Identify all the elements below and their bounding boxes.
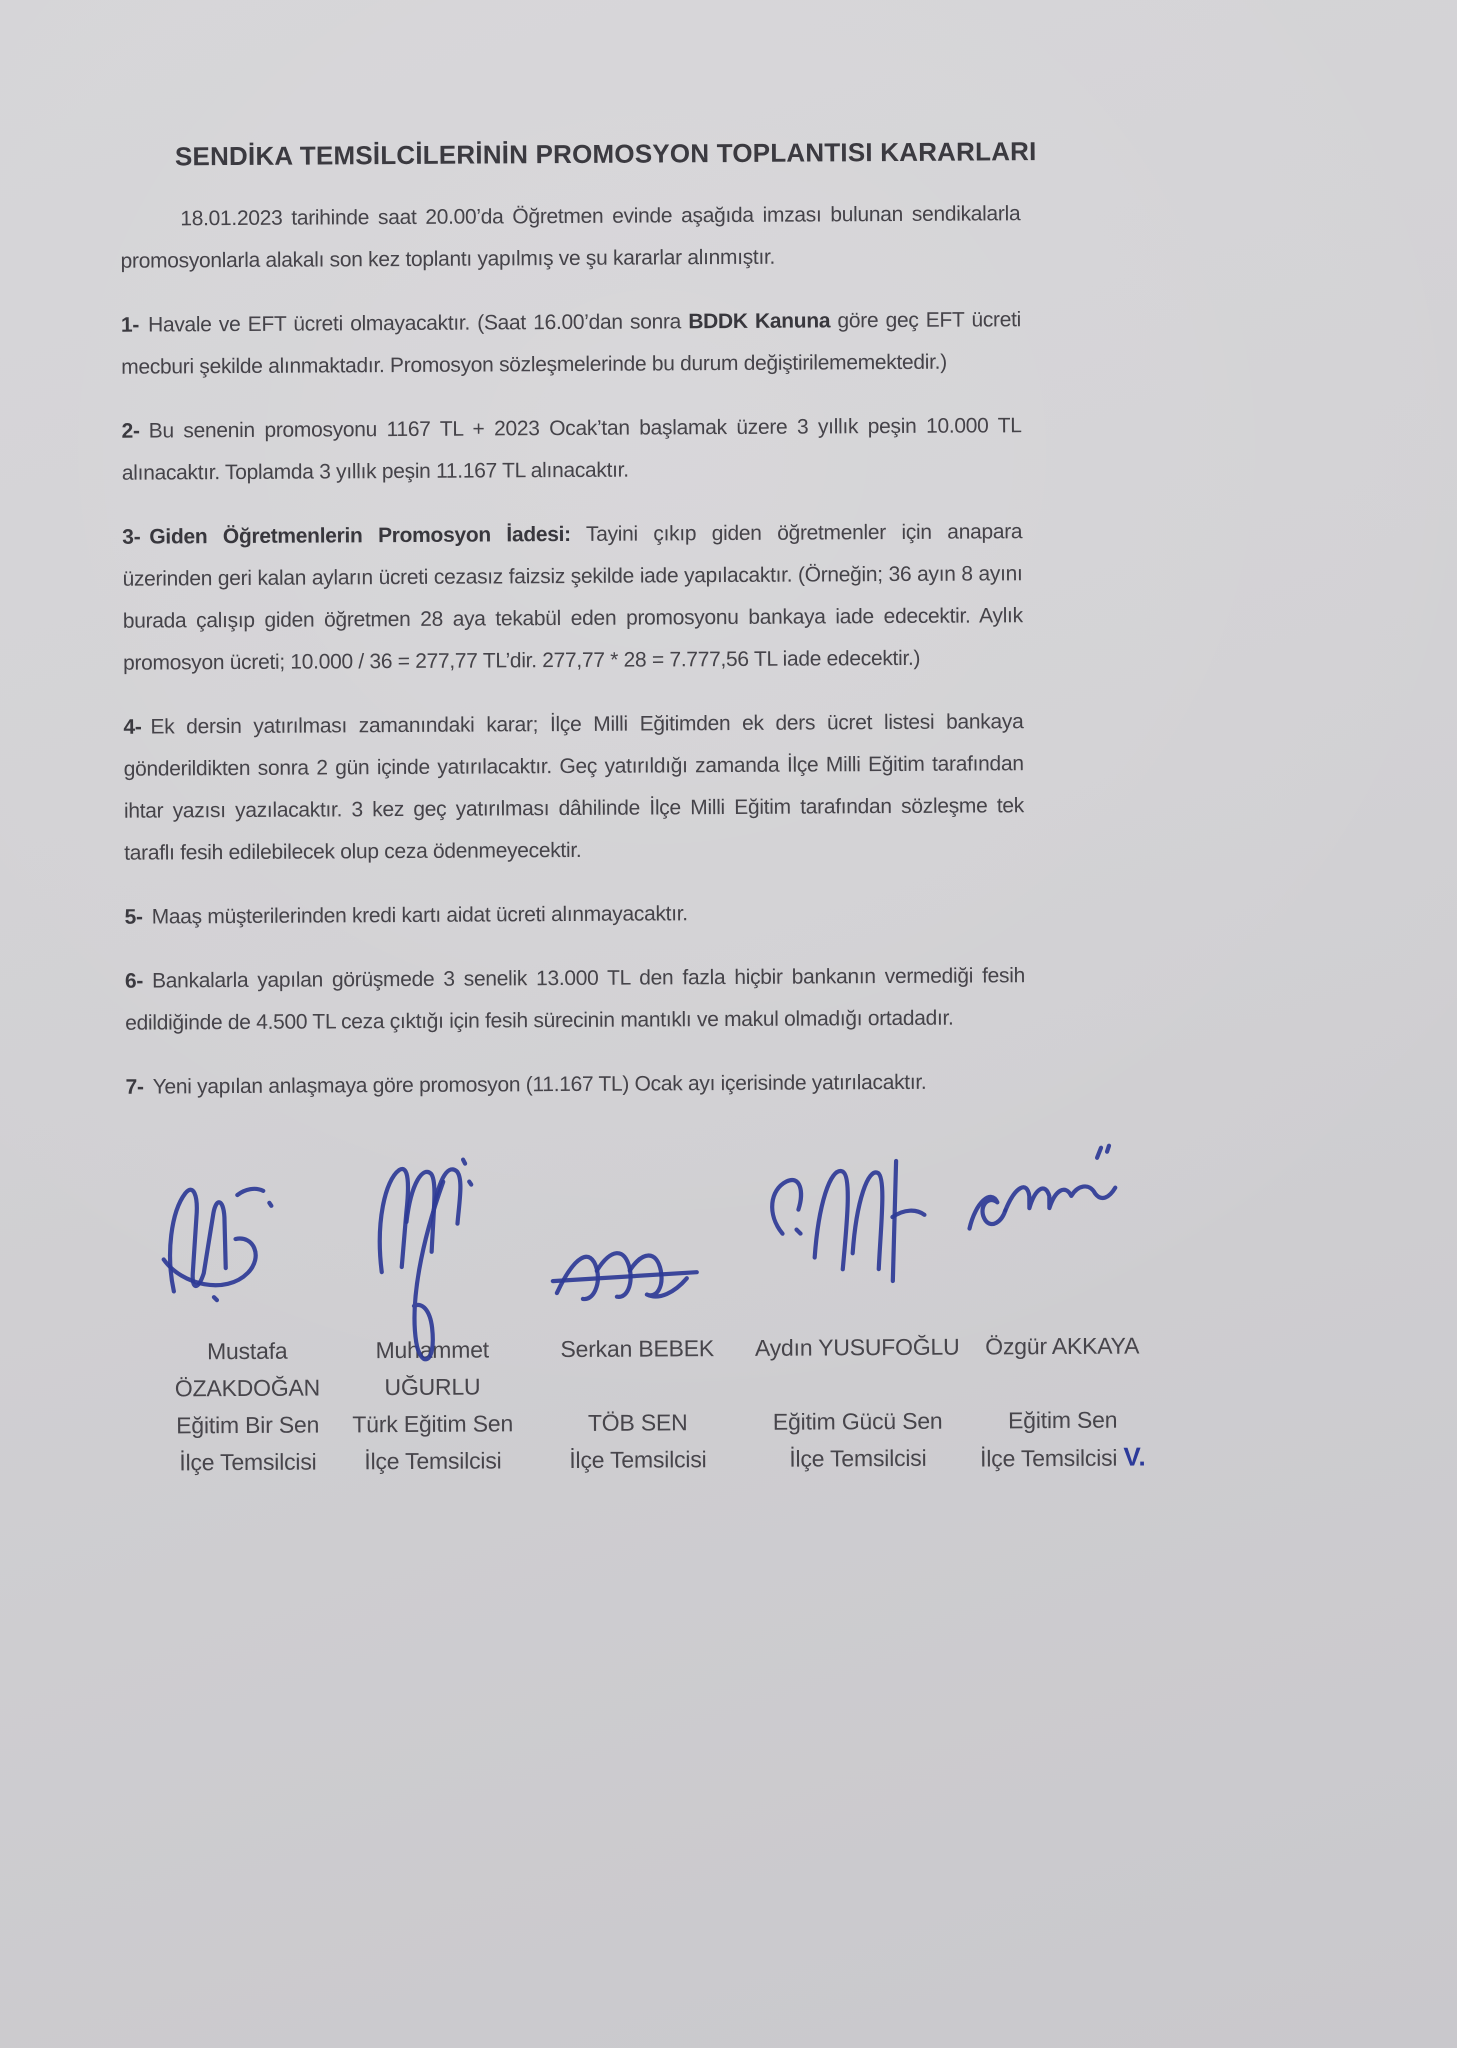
item-number: 5- (124, 905, 143, 929)
signatory-union: Eğitim Bir Sen (176, 1411, 320, 1439)
signatory-caption (511, 1170, 763, 1480)
role-text: İlçe Temsilcisi (179, 1448, 317, 1476)
decision-item-4 (123, 701, 1024, 874)
item-text: Bu senenin promosyonu 1167 TL + 2023 Ocak’tan başlamak üzere 3 yıllık peşin 10.000 TL alınacaktır. Toplamda 3 yıllık peşin 11.167 TL alınacaktır. (121, 414, 1022, 485)
signatory-union: Eğitim Gücü Sen (772, 1407, 943, 1435)
signatory-surname: ÖZAKDOĞAN (174, 1374, 321, 1402)
signatory-surname: UĞURLU (384, 1373, 481, 1401)
decision-item-5 (124, 891, 1024, 938)
signatory-surname (927, 1364, 1197, 1403)
item-text: Havale ve EFT ücreti olmayacaktır. (Saat 16.00’dan sonra (147, 310, 689, 337)
signatory-role (513, 1441, 763, 1480)
item-bold-text: BDDK Kanuna (688, 309, 831, 334)
item-text: Yeni yapılan anlaşmaya göre promosyon (11.167 TL) Ocak ayı içerisinde yatırılacaktır. (152, 1070, 927, 1099)
signatory-surname (512, 1367, 762, 1406)
item-text: Ek dersin yatırılması zamanındaki karar; İlçe Milli Eğitimden ek ders ücret listesi bankaya gönderildikten sonra 2 gün içinde yatırılacaktır. Geç yatırıldığı zamanda İlçe Milli Eğitim tarafından ihtar yazısı yazılacaktır. 3 kez geç yatırılması dâhilinde İlçe Milli Eğitim tarafından sözleşme tek taraflı fesih edilebilecek olup ceza ödenmeyecektir. (123, 710, 1024, 865)
item-bold-text: Giden Öğretmenlerin Promosyon İadesi: (149, 522, 571, 549)
item-text: Tayini çıkıp giden öğretmenler için anapara üzerinden geri kalan ayların ücreti cezasız faizsiz şekilde iade yapılacaktır. (Örneğin; 36 ayın 8 ayını burada çalışıp giden öğretmen 28 aya tekabül eden promosyonu bankaya iade edecektir. Aylık promosyon ücreti; 10.000 / 36 = 277,77 TL’dir. 277,77 * 28 = 7.777,56 TL iade edecektir.) (122, 520, 1023, 675)
handwritten-v-mark: V. (1123, 1441, 1146, 1472)
signatory-name: Özgür AKKAYA (985, 1332, 1140, 1360)
signature-section (6, 1166, 1457, 1535)
signatory-role (928, 1438, 1198, 1478)
decision-item-6 (125, 955, 1025, 1044)
item-number: 7- (125, 1075, 144, 1099)
document-body (120, 136, 1037, 1130)
role-text: İlçe Temsilcisi (789, 1444, 927, 1472)
role-text: İlçe Temsilcisi (569, 1446, 707, 1473)
signatory-name: Muhammet (375, 1336, 490, 1364)
decision-item-1 (121, 299, 1021, 388)
item-text: Bankalarla yapılan görüşmede 3 senelik 13.000 TL den fazla hiçbir bankanın vermediği fesih edildiğinde de 4.500 TL ceza çıktığı için fesih sürecinin mantıklı ve makul olmadığı ortadadır. (125, 964, 1026, 1035)
item-number: 2- (121, 419, 140, 443)
decision-item-3 (122, 511, 1023, 684)
signatory-union: TÖB SEN (587, 1409, 688, 1436)
decision-item-7 (126, 1061, 1026, 1108)
signatory-union: Eğitim Sen (1007, 1406, 1118, 1434)
document-title: SENDİKA TEMSİLCİLERİNİN PROMOSYON TOPLANTISI KARARLARI (174, 136, 1037, 172)
signatory-caption (926, 1167, 1198, 1478)
decision-item-2 (121, 405, 1021, 494)
signatory-serkan-bebek (511, 1170, 763, 1480)
item-number: 1- (120, 313, 140, 337)
signatory-name: Serkan BEBEK (560, 1335, 715, 1363)
item-number: 4- (123, 715, 142, 739)
intro-paragraph: 18.01.2023 tarihinde saat 20.00’da Öğretmen evinde aşağıda imzası bulunan sendikalarla promosyonlarla alakalı son kez toplantı yapılmış ve şu kararlar alınmıştır. (120, 202, 1021, 273)
role-text: İlçe Temsilcisi (364, 1447, 502, 1475)
role-text: İlçe Temsilcisi (980, 1444, 1118, 1472)
item-number: 6- (124, 969, 144, 993)
signatory-union: Türk Eğitim Sen (352, 1410, 514, 1438)
signatory-name: Aydın YUSUFOĞLU (754, 1333, 960, 1361)
item-text: göre geç EFT ücreti mecburi şekilde alınmaktadır. Promosyon sözleşmelerinde bu durum değiştirilememektedir.) (121, 308, 1022, 379)
signatory-ozgur-akkaya (926, 1167, 1198, 1478)
item-text: Maaş müşterilerinden kredi kartı aidat ücreti alınmayacaktır. (151, 902, 688, 929)
signatory-name: Mustafa (206, 1337, 288, 1365)
item-number: 3- (122, 525, 141, 549)
